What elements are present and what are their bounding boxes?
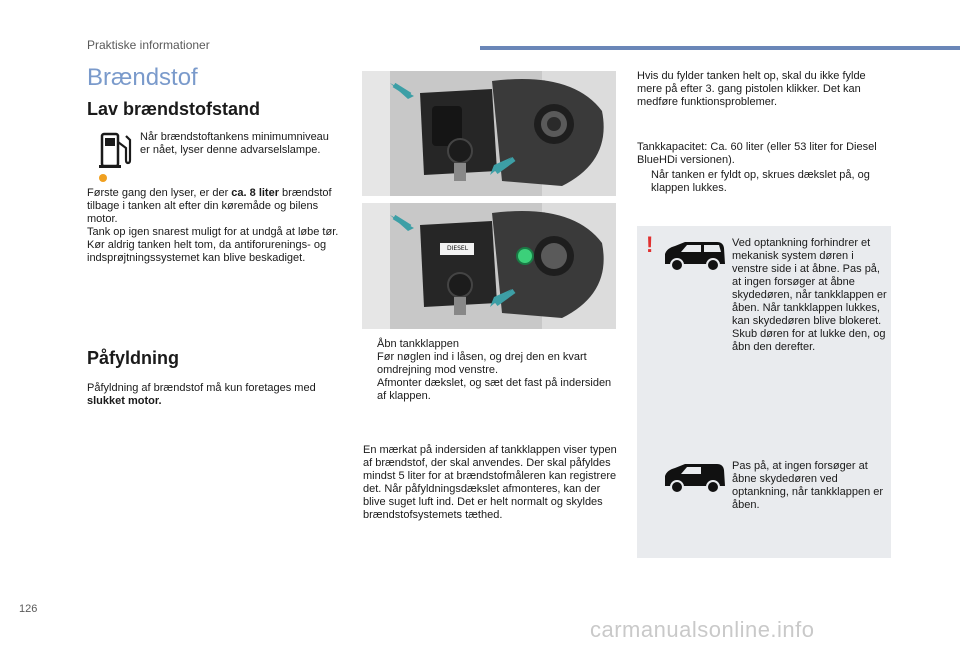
page-number: 126 bbox=[19, 603, 38, 615]
step-text: Før nøglen ind i låsen, og drej den en kvart omdrejning mod venstre. bbox=[377, 351, 587, 376]
low-fuel-paragraph bbox=[87, 187, 342, 265]
fuel-pump-icon bbox=[96, 128, 136, 172]
para1-post: brændstof tilbage i tanken alt efter din køremåde og bilens motor. bbox=[87, 187, 332, 225]
step-item bbox=[637, 169, 891, 195]
page-title: Brændstof bbox=[87, 64, 198, 91]
van-icon bbox=[661, 462, 727, 496]
low-fuel-icon-text: Når brændstoftankens minimumniveau er nået, lyser denne advarselslampe. bbox=[140, 131, 329, 156]
para1-bold: ca. 8 liter bbox=[231, 187, 279, 199]
step-item bbox=[363, 377, 618, 403]
refuel-pre: Påfyldning af brændstof må kun foretages med bbox=[87, 382, 316, 394]
warning-icon: ! bbox=[646, 232, 654, 257]
fuel-flap-photo-2 bbox=[362, 203, 616, 329]
warning-lamp-dot bbox=[99, 174, 107, 182]
para3: Kør aldrig tanken helt tom, da antiforurenings- og indsprøjtningssystemet kan blive beskadiget. bbox=[87, 239, 327, 264]
step-item bbox=[363, 338, 618, 351]
section-header: Praktiske informationer bbox=[87, 38, 210, 52]
refuel-bold: slukket motor. bbox=[87, 395, 162, 407]
refuel-heading: Påfyldning bbox=[87, 348, 180, 368]
step-marker bbox=[363, 377, 377, 403]
step-item bbox=[363, 351, 618, 377]
step-text: Når tanken er fyldt op, skrues dækslet på, og klappen lukkes. bbox=[651, 169, 870, 194]
capacity-paragraph: Tankkapacitet: Ca. 60 liter (eller 53 liter for Diesel BlueHDi versionen). bbox=[637, 141, 877, 166]
van-icon bbox=[661, 240, 727, 274]
refuel-text bbox=[87, 382, 347, 408]
steps-list bbox=[363, 338, 618, 403]
full-tank-paragraph: Hvis du fylder tanken helt op, skal du ikke fylde mere på efter 3. gang pistolen klikker. Det kan medføre funktionsproblemer. bbox=[637, 70, 866, 108]
warning-text-2: Pas på, at ingen forsøger at åbne skydedøren ved optankning, når tankklappen er åben. bbox=[732, 460, 884, 511]
step-marker bbox=[637, 169, 651, 195]
para2: Tank op igen snarest muligt for at undgå at løbe tør. bbox=[87, 226, 339, 238]
step-text: Afmonter dækslet, og sæt det fast på indersiden af klappen. bbox=[377, 377, 612, 402]
header-bar bbox=[480, 46, 960, 50]
watermark: carmanualsonline.info bbox=[590, 617, 815, 642]
para1-pre: Første gang den lyser, er der bbox=[87, 187, 232, 199]
diesel-sticker-label: DIESEL bbox=[446, 245, 469, 252]
capacity-step bbox=[637, 169, 891, 195]
fuel-flap-photo-1 bbox=[362, 71, 616, 196]
step-text: Åbn tankklappen bbox=[377, 338, 459, 350]
sticker-paragraph: En mærkat på indersiden af tankklappen viser typen af brændstof, der skal anvendes. Der skal påfyldes mindst 5 liter for at brændstofmåleren kan registrere det. Når påfyldningsdækslet afmonteres, kan der blive suget luft ind. Det er helt normalt og skyldes brændstofsystemets tæthed. bbox=[363, 444, 617, 521]
step-marker bbox=[363, 338, 377, 351]
low-fuel-heading: Lav brændstofstand bbox=[87, 99, 261, 119]
step-marker bbox=[363, 351, 377, 377]
warning-text-1: Ved optankning forhindrer et mekanisk system døren i venstre side i at åbne. Pas på, at ingen forsøger at åbne skydedøren, når tankklappen er åben. Når tankklappen lukkes, kan skydedøren blive blokeret. Skub døren for at lukke den, og åbn den derefter. bbox=[732, 237, 887, 353]
